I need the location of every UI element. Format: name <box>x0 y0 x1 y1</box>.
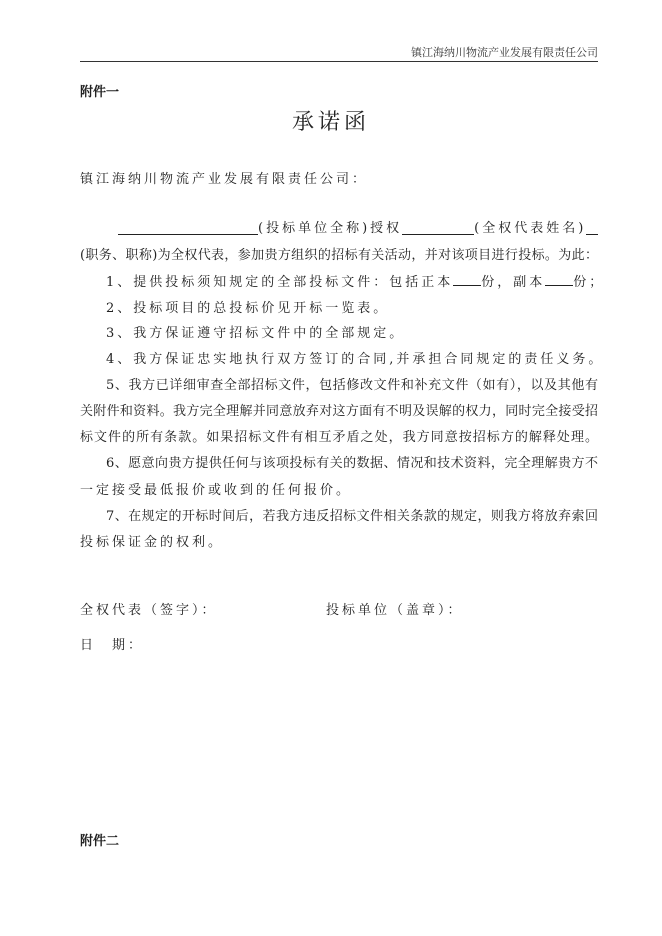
header-rule <box>80 61 598 62</box>
header-company: 镇江海纳川物流产业发展有限责任公司 <box>411 46 598 59</box>
addressee: 镇江海纳川物流产业发展有限责任公司： <box>80 172 369 187</box>
item-1-text: 1、提供投标须知规定的全部投标文件：包括正本 <box>106 275 454 290</box>
blank-rep-title <box>586 234 598 235</box>
rep-signature-label: 全权代表（签字）： <box>80 603 218 618</box>
item-1-text-b: 份，副本 <box>481 275 546 290</box>
blank-copies <box>545 285 573 286</box>
auth-text-1: (投标单位全称)授权 <box>258 221 403 236</box>
bidder-seal-label: 投标单位（盖章）： <box>326 603 464 618</box>
item-7-line: 7、在规定的开标时间后，若我方违反招标文件相关条款的规定，则我方将放弃索回 <box>106 509 598 524</box>
blank-bidder-name <box>118 234 258 235</box>
item-2: 2、投标项目的总投标价见开标一览表。 <box>106 301 390 316</box>
blank-originals <box>453 285 481 286</box>
item-6-line: 一定接受最低报价或收到的任何报价。 <box>80 483 353 498</box>
item-5-line: 标文件的所有条款。如果招标文件有相互矛盾之处，我方同意按招标方的解释处理。 <box>80 430 598 445</box>
blank-rep-name <box>402 234 474 235</box>
document-title: 承诺函 <box>291 110 370 135</box>
date-label: 日 期： <box>80 638 145 653</box>
auth-text-2: (全权代表姓名) <box>474 221 587 236</box>
authorization-line-2: (职务、职称)为全权代表，参加贵方组织的招标有关活动，并对该项目进行投标。为此： <box>80 248 598 263</box>
item-5-line: 5、我方已详细审查全部招标文件，包括修改文件和补充文件（如有），以及其他有 <box>106 378 598 393</box>
item-1-text-c: 份； <box>573 275 606 290</box>
item-1 <box>106 275 605 291</box>
item-5-line: 关附件和资料。我方完全理解并同意放弃对这方面有不明及误解的权力，同时完全接受招 <box>80 404 598 419</box>
item-3: 3、我方保证遵守招标文件中的全部规定。 <box>106 326 406 341</box>
authorization-line <box>118 221 598 237</box>
item-4: 4、我方保证忠实地执行双方签订的合同,并承担合同规定的责任义务。 <box>106 352 605 367</box>
item-7-line: 投标保证金的权利。 <box>80 535 225 550</box>
annex-1-label: 附件一 <box>80 85 120 100</box>
item-6-line: 6、愿意向贵方提供任何与该项投标有关的数据、情况和技术资料，完全理解贵方不 <box>106 456 598 471</box>
annex-2-label: 附件二 <box>80 834 120 849</box>
